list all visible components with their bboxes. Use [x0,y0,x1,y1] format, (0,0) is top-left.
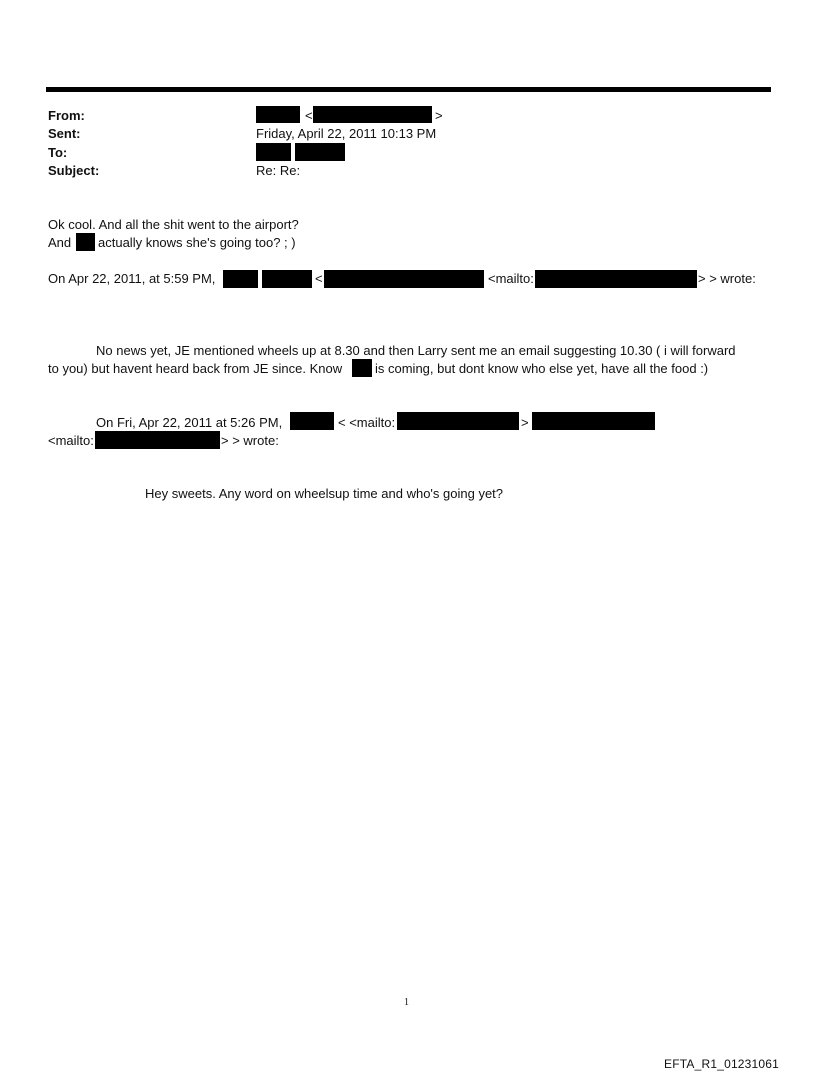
redaction-name [76,233,95,251]
quote1-paragraph-line-2-end: is coming, but dont know who else yet, have all the food :) [375,361,709,376]
quote2-intro: On Fri, Apr 22, 2011 at 5:26 PM, [96,415,283,430]
quote2-gt: > [521,415,529,430]
quote1-mailto: <mailto: [488,271,534,286]
redaction-q2-mailto [397,412,519,430]
to-label: To: [48,145,68,160]
redaction-q2-email [532,412,655,430]
quote1-intro: On Apr 22, 2011, at 5:59 PM, [48,271,216,286]
from-open-bracket: < [305,108,313,123]
sent-label: Sent: [48,126,81,141]
redaction-from-email [313,106,432,123]
quote2-mailto: < <mailto: [338,415,396,430]
redaction-from-name [256,106,300,123]
redaction-to-last [295,143,345,161]
quote1-wrote: > > wrote: [698,271,756,286]
message-line-2-end: actually knows she's going too? ; ) [98,235,296,250]
redaction-q1-email [324,270,484,288]
redaction-q2-name [290,412,334,430]
quote1-paragraph-line-2-start: to you) but havent heard back from JE since. Know [48,361,343,376]
quote1-paragraph-line-1: No news yet, JE mentioned wheels up at 8.30 and then Larry sent me an email suggesting 10.30 ( i will forward [96,343,736,358]
redaction-q2-mailto-2 [95,431,220,449]
bates-id: EFTA_R1_01231061 [664,1057,780,1071]
sent-value: Friday, April 22, 2011 10:13 PM [256,126,437,141]
quote1-lt: < [315,271,323,286]
redaction-q1-last [262,270,312,288]
from-close-bracket: > [435,108,443,123]
message-line-1: Ok cool. And all the shit went to the airport? [48,217,299,232]
message-line-2-start: And [48,235,72,250]
quote2-wrote: > > wrote: [221,433,279,448]
redaction-to-first [256,143,291,161]
page-number: 1 [404,997,409,1008]
redaction-q1-first [223,270,258,288]
redaction-q1-name [352,359,372,377]
from-label: From: [48,108,85,123]
redaction-q1-mailto [535,270,697,288]
quote2-line-2-mailto: <mailto: [48,433,94,448]
subject-label: Subject: [48,163,100,178]
quote2-body: Hey sweets. Any word on wheelsup time and who's going yet? [145,486,504,501]
header-divider-rule [46,87,771,92]
subject-value: Re: Re: [256,163,301,178]
